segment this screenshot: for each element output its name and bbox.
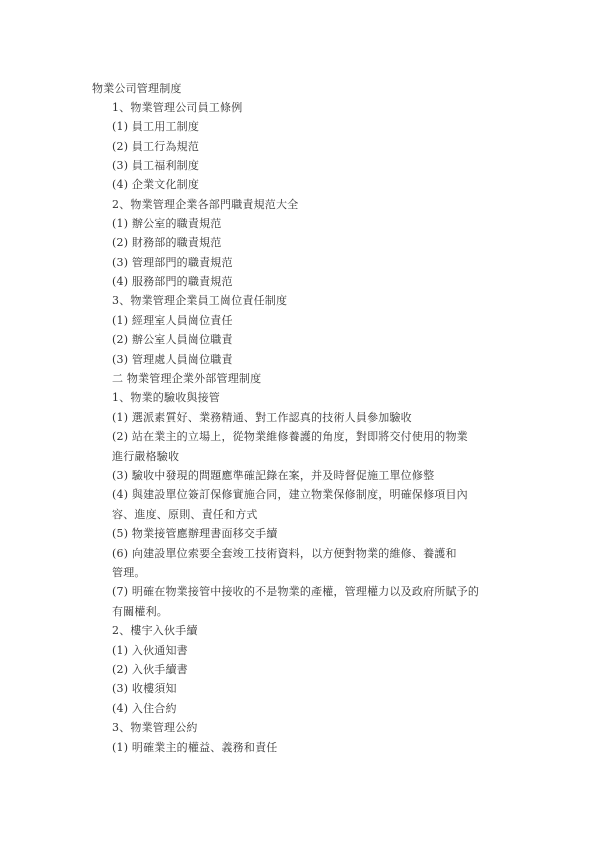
list-item: (3) 員工福利制度 (112, 159, 200, 172)
list-item: (2) 入伙手續書 (112, 663, 188, 676)
list-item: (4) 企業文化制度 (112, 178, 200, 191)
list-item: (2) 員工行為規范 (112, 140, 200, 153)
list-item: (1) 選派素質好、業務精通、對工作認真的技術人員參加驗收 (112, 411, 412, 424)
list-item: (4) 與建設單位簽訂保修實施合同，建立物業保修制度，明確保修項目內 (112, 488, 468, 501)
list-item: (1) 員工用工制度 (112, 120, 200, 133)
section-heading: 1、物業的驗收與接管 (112, 391, 220, 404)
document-title: 物業公司管理制度 (92, 82, 182, 95)
list-item: (3) 管理處人員崗位職責 (112, 353, 233, 366)
section-heading: 3、物業管理公約 (112, 721, 198, 734)
list-item: (4) 入住合約 (112, 702, 177, 715)
list-item-continuation: 管理。 (112, 566, 146, 579)
list-item: (4) 服務部門的職責規范 (112, 275, 233, 288)
list-item: (2) 站在業主的立場上，從物業維修養護的角度，對即將交付使用的物業 (112, 430, 468, 443)
list-item-continuation: 容、進度、原則、責任和方式 (112, 508, 258, 521)
list-item: (3) 管理部門的職責規范 (112, 256, 233, 269)
list-item-continuation: 有關權利。 (112, 605, 168, 618)
section-heading: 2、樓宇入伙手續 (112, 624, 198, 637)
list-item: (1) 入伙通知書 (112, 644, 188, 657)
list-item: (1) 辦公室的職責規范 (112, 217, 222, 230)
section-heading: 3、物業管理企業員工崗位責任制度 (112, 294, 288, 307)
section-heading: 2、物業管理企業各部門職責規范大全 (112, 198, 299, 211)
list-item: (2) 財務部的職責規范 (112, 236, 222, 249)
list-item: (1) 明確業主的權益、義務和責任 (112, 741, 278, 754)
list-item: (6) 向建設單位索要全套竣工技術資料，以方便對物業的維修、養護和 (112, 547, 457, 560)
list-item: (2) 辦公室人員崗位職責 (112, 333, 233, 346)
list-item: (1) 經理室人員崗位責任 (112, 314, 233, 327)
list-item: (5) 物業接管應辦理書面移交手續 (112, 527, 278, 540)
list-item-continuation: 進行嚴格驗收 (112, 450, 180, 463)
section-heading: 1、物業管理公司員工條例 (112, 101, 243, 114)
list-item: (3) 驗收中發現的問題應準確記錄在案，并及時督促施工單位修整 (112, 469, 435, 482)
list-item: (7) 明確在物業接管中接收的不是物業的產權，管理權力以及政府所賦予的 (112, 585, 480, 598)
chapter-heading: 二 物業管理企業外部管理制度 (112, 372, 262, 385)
list-item: (3) 收樓須知 (112, 682, 177, 695)
